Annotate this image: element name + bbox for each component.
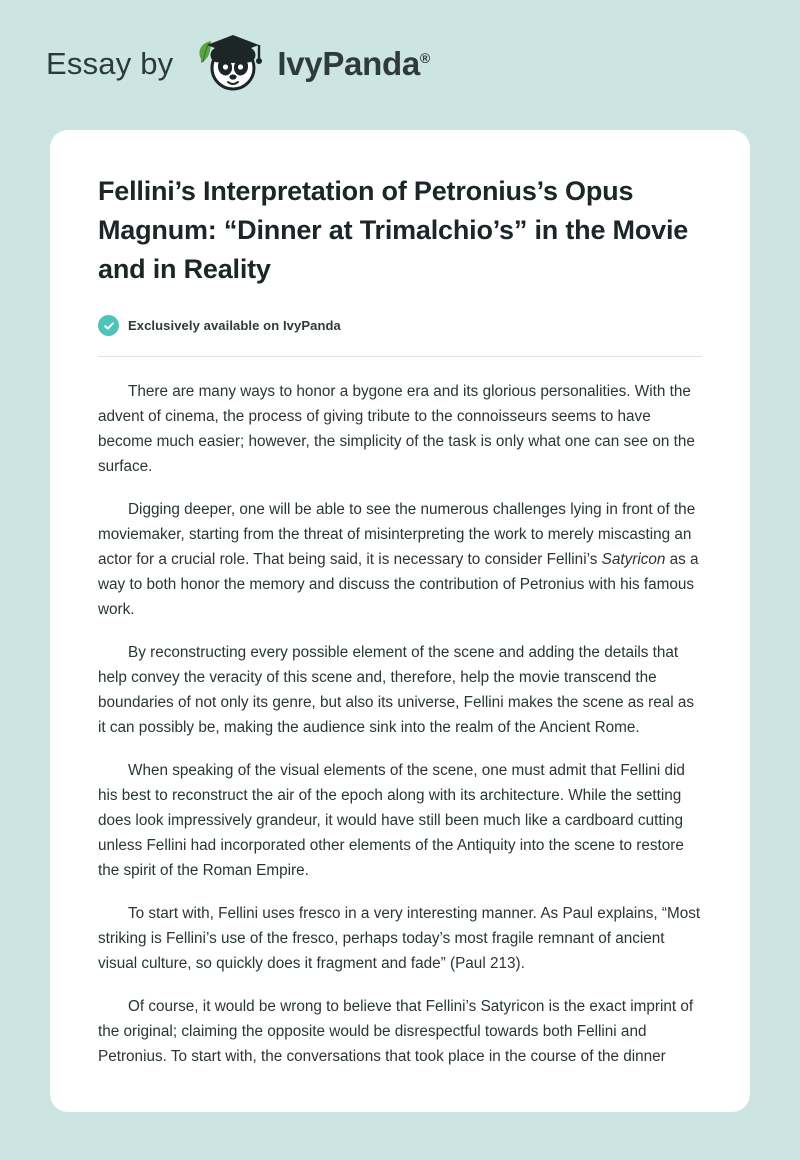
brand-name (277, 45, 430, 83)
brand-name-text: IvyPanda (277, 45, 420, 82)
paragraph: By reconstructing every possible element of the scene and adding the details that help convey the veracity of this scene and, therefore, help the movie transcend the boundaries of not only its genre, but also its universe, Fellini makes the scene as real as it can possibly be, making the audience sink into the realm of the Ancient Rome. (98, 644, 695, 736)
ivypanda-logo[interactable] (187, 33, 430, 95)
essay-body (98, 379, 702, 1069)
check-circle-icon (98, 315, 119, 336)
registered-mark: ® (419, 50, 430, 66)
essay-by-label: Essay by (46, 46, 174, 81)
paragraph: Of course, it would be wrong to believe that Fellini’s Satyricon is the exact imprint of the original; claiming the opposite would be disrespectful towards both Fellini and Petronius. To start with, the conversations that took place in the course of the dinner (98, 998, 694, 1065)
work-title: Satyricon (601, 551, 666, 568)
status-badge-label: Exclusively available on IvyPanda (128, 318, 341, 333)
paragraph: There are many ways to honor a bygone era and its glorious personalities. With the advent of cinema, the process of giving tribute to the connoisseurs seems to have become much easier; however, the simplicity of the task is only what one can see on the surface. (98, 383, 695, 475)
document-card (50, 130, 750, 1112)
title-divider (98, 356, 702, 357)
panda-graduate-icon (187, 33, 273, 95)
paragraph-text: Digging deeper, one will be able to see the numerous challenges lying in front of the moviemaker, starting from the threat of misinterpreting the work to merely miscasting an actor for a crucial role. That being said, it is necessary to consider Fellini’s Satyricon as a way to both honor the memory and discuss the contribution of Petronius with his famous work. (98, 501, 699, 618)
paragraph: When speaking of the visual elements of the scene, one must admit that Fellini did his best to reconstruct the air of the epoch along with its architecture. While the setting does look impressively grandeur, it would have still been much like a cardboard cutting unless Fellini had incorporated other elements of the Antiquity into the scene to restore the spirit of the Roman Empire. (98, 762, 685, 879)
brand-header (0, 0, 800, 88)
paragraph: To start with, Fellini uses fresco in a very interesting manner. As Paul explains, “Most striking is Fellini’s use of the fresco, perhaps today’s most fragile remnant of ancient visual culture, so quickly does it fragment and fade” (Paul 213). (98, 905, 701, 972)
page-title: Fellini’s Interpretation of Petronius’s Opus Magnum: “Dinner at Trimalchio’s” in the Movie and in Reality (98, 176, 689, 284)
paragraph (98, 497, 702, 622)
status-badge (98, 315, 702, 336)
